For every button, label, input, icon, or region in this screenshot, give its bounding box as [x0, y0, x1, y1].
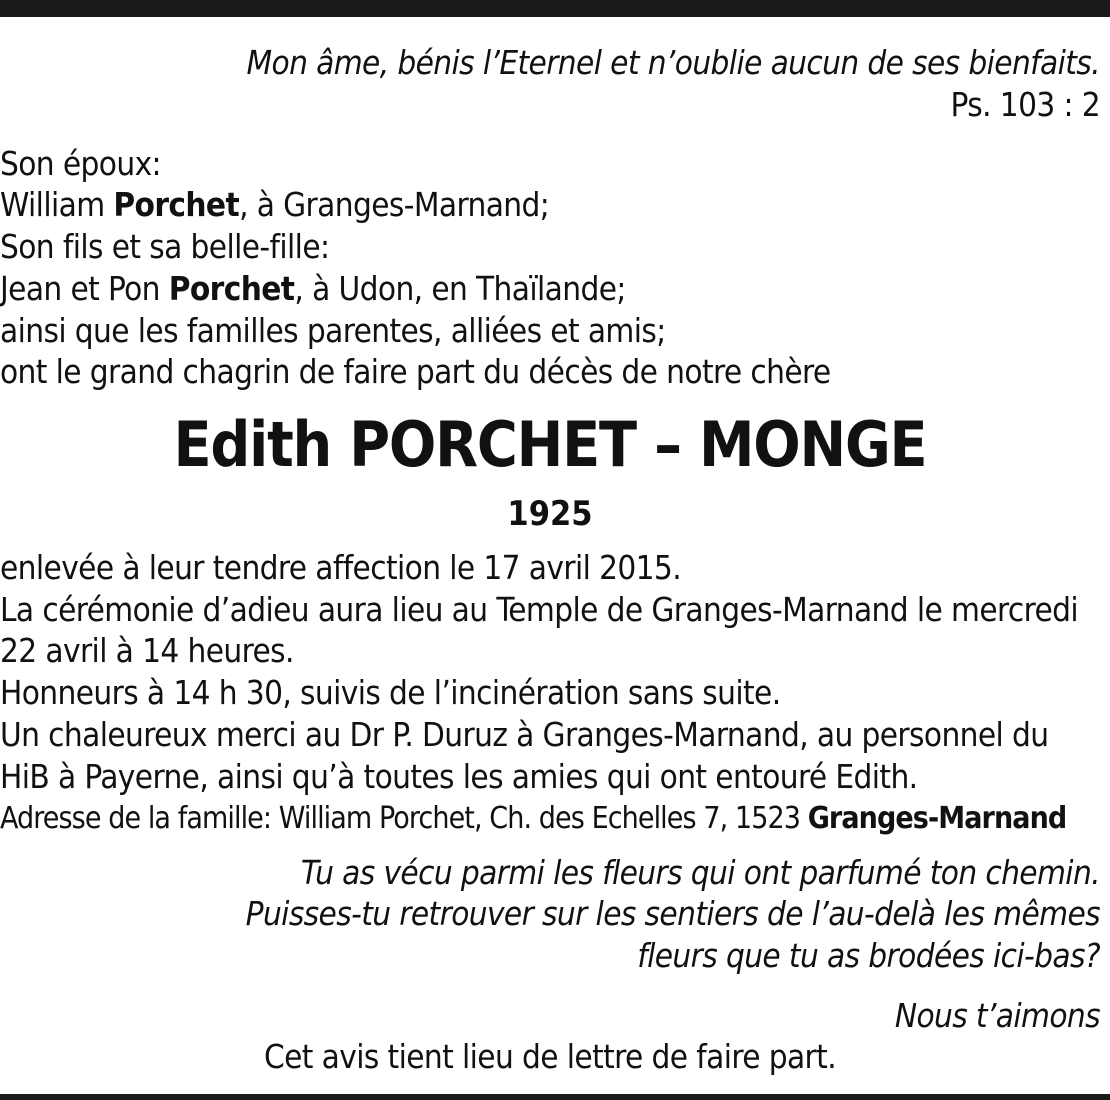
bottom-rule: [0, 1094, 1110, 1100]
verse-reference: Ps. 103 : 2: [950, 85, 1100, 124]
family-line-2-pre: William: [0, 185, 114, 224]
birth-year: 1925: [507, 494, 593, 534]
verse-text: Mon âme, bénis l’Eternel et n’oublie aucun de ses bienfaits.: [246, 43, 1100, 82]
deceased-name: Edith PORCHET – MONGE: [173, 408, 927, 481]
family-line-2-post: , à Granges-Marnand;: [239, 185, 550, 224]
details-line-3: 22 avril à 14 heures.: [0, 631, 294, 670]
poem-line-3: fleurs que tu as brodées ici-bas?: [637, 936, 1100, 975]
address-text: Adresse de la famille: William Porchet, Ch. des Echelles 7, 1523: [0, 801, 808, 836]
address-town: Granges-Marnand: [807, 801, 1067, 836]
family-surname: Porchet: [168, 269, 295, 308]
family-line-5: ainsi que les familles parentes, alliées et amis;: [0, 311, 666, 350]
poem-line-1: Tu as vécu parmi les fleurs qui ont parfumé ton chemin.: [300, 853, 1100, 892]
family-line-1: Son époux:: [0, 144, 161, 183]
details-line-1: enlevée à leur tendre affection le 17 avril 2015.: [0, 548, 682, 587]
closing-love: Nous t’aimons: [894, 996, 1100, 1035]
details-line-5: Un chaleureux merci au Dr P. Duruz à Granges-Marnand, au personnel du: [0, 715, 1049, 754]
top-rule: [0, 0, 1110, 17]
family-surname: Porchet: [113, 185, 240, 224]
family-line-4: [0, 268, 1100, 310]
family-line-4-pre: Jean et Pon: [0, 269, 169, 308]
family-address: [0, 798, 1100, 840]
details-line-4: Honneurs à 14 h 30, suivis de l’incinération sans suite.: [0, 673, 781, 712]
family-line-2: [0, 184, 1100, 226]
poem-line-2: Puisses-tu retrouver sur les sentiers de l’au-delà les mêmes: [245, 894, 1100, 933]
closing-notice: Cet avis tient lieu de lettre de faire part.: [263, 1037, 837, 1076]
details-line-6: HiB à Payerne, ainsi qu’à toutes les amies qui ont entouré Edith.: [0, 757, 918, 796]
family-line-4-post: , à Udon, en Thaïlande;: [294, 269, 626, 308]
details-line-2: La cérémonie d’adieu aura lieu au Temple de Granges-Marnand le mercredi: [0, 590, 1079, 629]
family-line-6: ont le grand chagrin de faire part du décès de notre chère: [0, 352, 831, 391]
family-line-3: Son fils et sa belle-fille:: [0, 227, 330, 266]
